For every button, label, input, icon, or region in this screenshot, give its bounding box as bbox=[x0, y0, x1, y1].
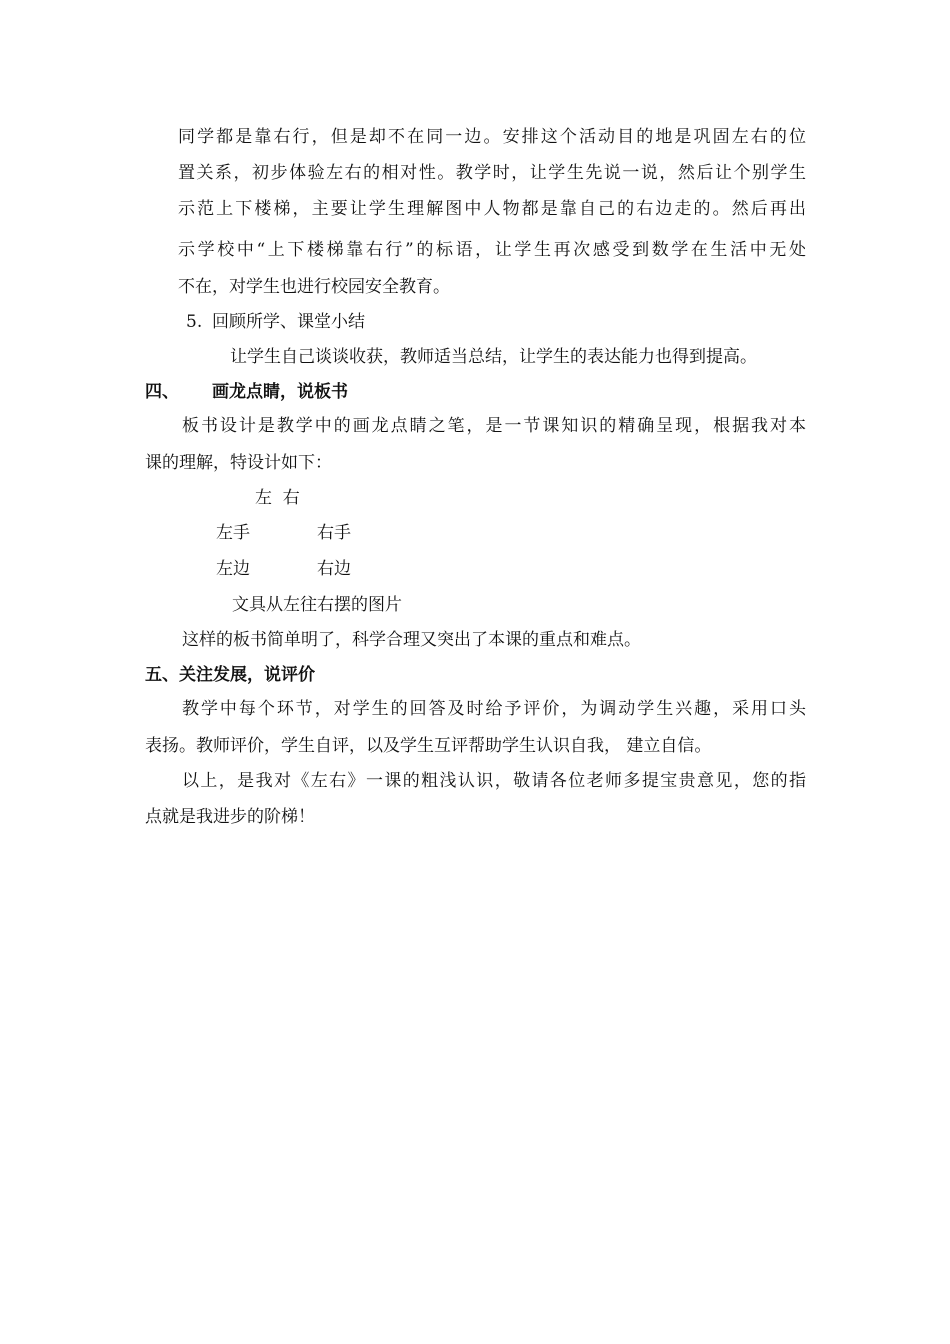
paragraph-line: 板书设计是教学中的画龙点睛之笔，是一节课知识的精确呈现，根据我对本 bbox=[182, 416, 806, 436]
board-right-side: 右边 bbox=[317, 559, 351, 579]
paragraph-line: 不在，对学生也进行校园安全教育。 bbox=[178, 277, 450, 297]
paragraph-line: 同学都是靠右行，但是却不在同一边。安排这个活动目的地是巩固左右的位 bbox=[178, 127, 806, 147]
paragraph-line: 课的理解，特设计如下： bbox=[145, 453, 332, 473]
section-title: 画龙点睛，说板书 bbox=[212, 382, 348, 402]
section-title: 五、关注发展，说评价 bbox=[145, 665, 315, 685]
paragraph-line: 置关系，初步体验左右的相对性。教学时，让学生先说一说，然后让个别学生 bbox=[178, 163, 806, 183]
board-title: 左 右 bbox=[255, 488, 300, 508]
paragraph-line: 这样的板书简单明了，科学合理又突出了本课的重点和难点。 bbox=[182, 630, 641, 650]
list-item-title: 回顾所学、课堂小结 bbox=[212, 312, 365, 332]
board-right-hand: 右手 bbox=[317, 523, 351, 543]
section-number: 四、 bbox=[145, 382, 179, 402]
board-left-hand: 左手 bbox=[216, 523, 250, 543]
board-left-side: 左边 bbox=[216, 559, 250, 579]
paragraph-line: 教学中每个环节，对学生的回答及时给予评价，为调动学生兴趣，采用口头 bbox=[182, 699, 806, 719]
paragraph-line: 以上，是我对《左右》一课的粗浅认识，敬请各位老师多提宝贵意见，您的指 bbox=[182, 771, 806, 791]
paragraph-line: 点就是我进步的阶梯！ bbox=[145, 807, 315, 827]
paragraph-line: 示范上下楼梯，主要让学生理解图中人物都是靠自己的右边走的。然后再出 bbox=[178, 199, 806, 219]
paragraph-line: 让学生自己谈谈收获，教师适当总结，让学生的表达能力也得到提高。 bbox=[230, 347, 757, 367]
paragraph-line: 表扬。教师评价，学生自评，以及学生互评帮助学生认识自我， 建立自信。 bbox=[145, 736, 712, 756]
paragraph-line: 示学校中“上下楼梯靠右行”的标语，让学生再次感受到数学在生活中无处 bbox=[178, 240, 806, 260]
board-caption: 文具从左往右摆的图片 bbox=[232, 595, 402, 615]
list-item-number: 5. bbox=[186, 312, 203, 332]
